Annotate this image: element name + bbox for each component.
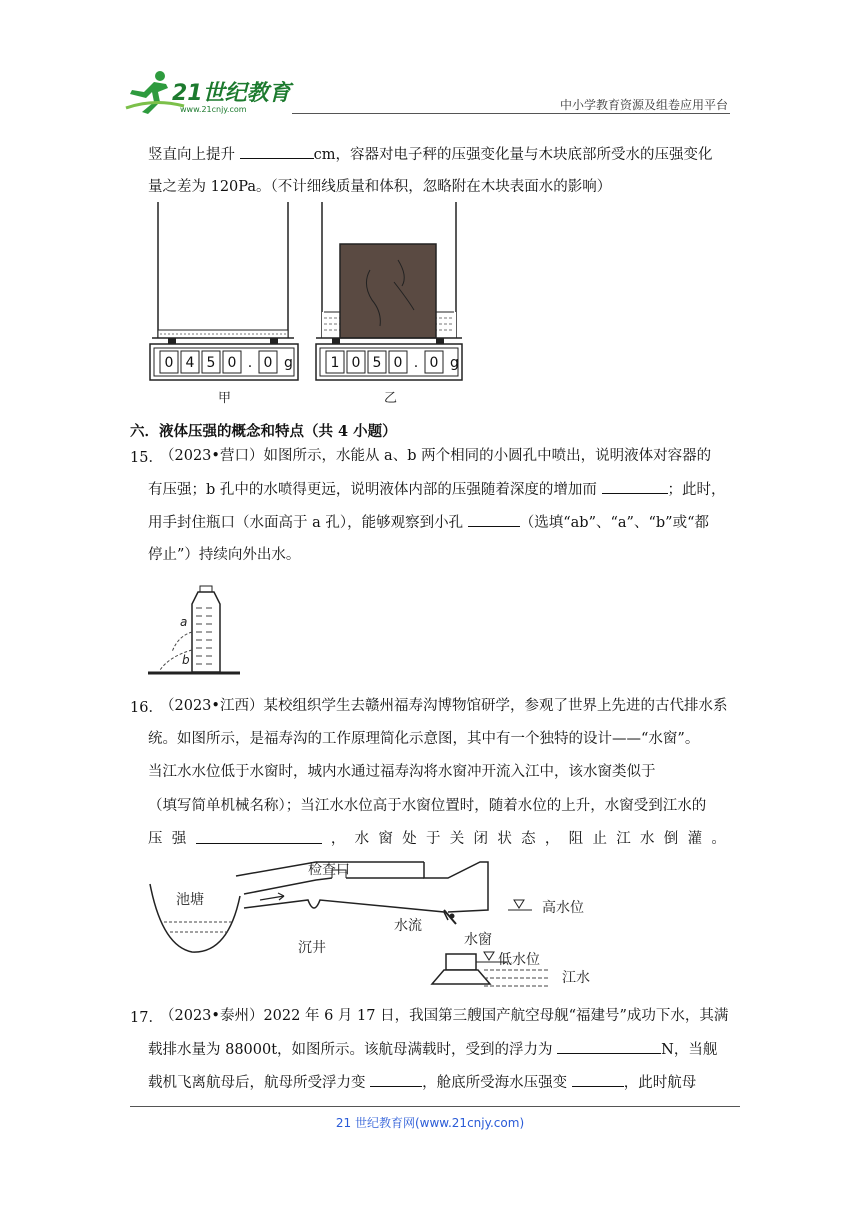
scale-digit: 0 (429, 355, 439, 371)
label-pond: 池塘 (176, 892, 204, 908)
scale-digit: 1 (330, 355, 340, 371)
hole-label-b: b (182, 653, 190, 667)
label-flow: 水流 (394, 918, 422, 934)
wood-block (340, 244, 436, 338)
label-well: 沉井 (298, 940, 326, 956)
q15-line1: （2023•营口）如图所示，水能从 a、b 两个相同的小圆孔中喷出，说明液体对容器的 (160, 448, 712, 464)
q14-figure (146, 200, 466, 414)
q16-line2: 统。如图所示，是福寿沟的工作原理简化示意图，其中有一个独特的设计——“水窗”。 (148, 731, 700, 747)
label-river: 江水 (562, 970, 590, 986)
q17-line1: （2023•泰州）2022 年 6 月 17 日，我国第三艘国产航空母舰“福建号”成功下水，其满 (160, 1008, 729, 1024)
scale-digit: 0 (164, 355, 174, 371)
q14-line1: 竖直向上提升 cm，容器对电子秤的压强变化量与木块底部所受水的压强变化 (148, 144, 748, 165)
q15-line4: 停止”）持续向外出水。 (148, 547, 301, 563)
scale-digit: . (247, 355, 253, 371)
q15-number: 15． (130, 450, 163, 466)
q17-blank-3 (572, 1072, 624, 1087)
q17-line3: 载机飞离航母后，航母所受浮力变 ，舱底所受海水压强变 ，此时航母 (148, 1072, 748, 1093)
label-check: 检查口 (308, 862, 350, 878)
logo-text: 21世纪教育 (172, 81, 291, 106)
q16-line3: 当江水水位低于水窗时，城内水通过福寿沟将水窗冲开流入江中，该水窗类似于 (148, 764, 656, 780)
hole-label-a: a (180, 615, 188, 629)
q16-figure (148, 856, 608, 990)
q16-blank (196, 829, 322, 844)
logo-url: www.21cnjy.com (180, 105, 247, 114)
q15-figure (148, 582, 248, 682)
q14-line2: 量之差为 120Pa。（不计细线质量和体积，忽略附在木块表面水的影响） (148, 179, 612, 195)
label-low: 低水位 (498, 952, 540, 968)
q16-line5-words: 压 强 ， 水 窗 处 于 关 闭 状 态 ， 阻 止 江 水 倒 灌 。 (148, 831, 726, 847)
q14-blank-cm (240, 144, 314, 159)
scale-unit: g (284, 355, 293, 371)
header-divider (292, 113, 730, 114)
scale-digit: . (413, 355, 419, 371)
scale-digit: 0 (227, 355, 237, 371)
q15-blank-1 (602, 479, 668, 494)
footer-divider (130, 1106, 740, 1107)
q17-number: 17． (130, 1010, 163, 1026)
footer-text: 21 世纪教育网(www.21cnjy.com) (335, 1116, 525, 1130)
q16-line5 (148, 829, 748, 849)
q17-blank-2 (370, 1072, 422, 1087)
scale-unit: g (450, 355, 459, 371)
scale-digit: 0 (351, 355, 361, 371)
q17-line2: 载排水量为 88000t，如图所示。该航母满载时，受到的浮力为 N，当舰 (148, 1039, 748, 1060)
q16-line4: （填写简单机械名称）；当江水水位高于水窗位置时，随着水位的上升，水窗受到江水的 (148, 798, 707, 814)
section-title: 六．液体压强的概念和特点（共 4 小题） (130, 423, 397, 440)
caption-yi: 乙 (384, 391, 398, 406)
scale-digit: 5 (372, 355, 382, 371)
scale-digit: 0 (263, 355, 273, 371)
scale-digit: 4 (185, 355, 195, 371)
scale-digit: 5 (206, 355, 216, 371)
q15-blank-2 (468, 512, 520, 527)
label-high: 高水位 (542, 900, 584, 916)
header-logo (124, 68, 294, 116)
q16-number: 16． (130, 700, 163, 716)
q17-blank-1 (557, 1039, 661, 1054)
q15-line3: 用手封住瓶口（水面高于 a 孔），能够观察到小孔 （选填“ab”、“a”、“b”或“都 (148, 512, 748, 533)
label-window: 水窗 (464, 932, 492, 948)
scale-digit: 0 (393, 355, 403, 371)
platform-title: 中小学教育资源及组卷应用平台 (559, 98, 728, 112)
caption-jia: 甲 (218, 391, 232, 406)
q16-line1: （2023•江西）某校组织学生去赣州福寿沟博物馆研学，参观了世界上先进的古代排水系 (160, 698, 728, 714)
q15-line2: 有压强；b 孔中的水喷得更远，说明液体内部的压强随着深度的增加而 ；此时， (148, 479, 748, 500)
